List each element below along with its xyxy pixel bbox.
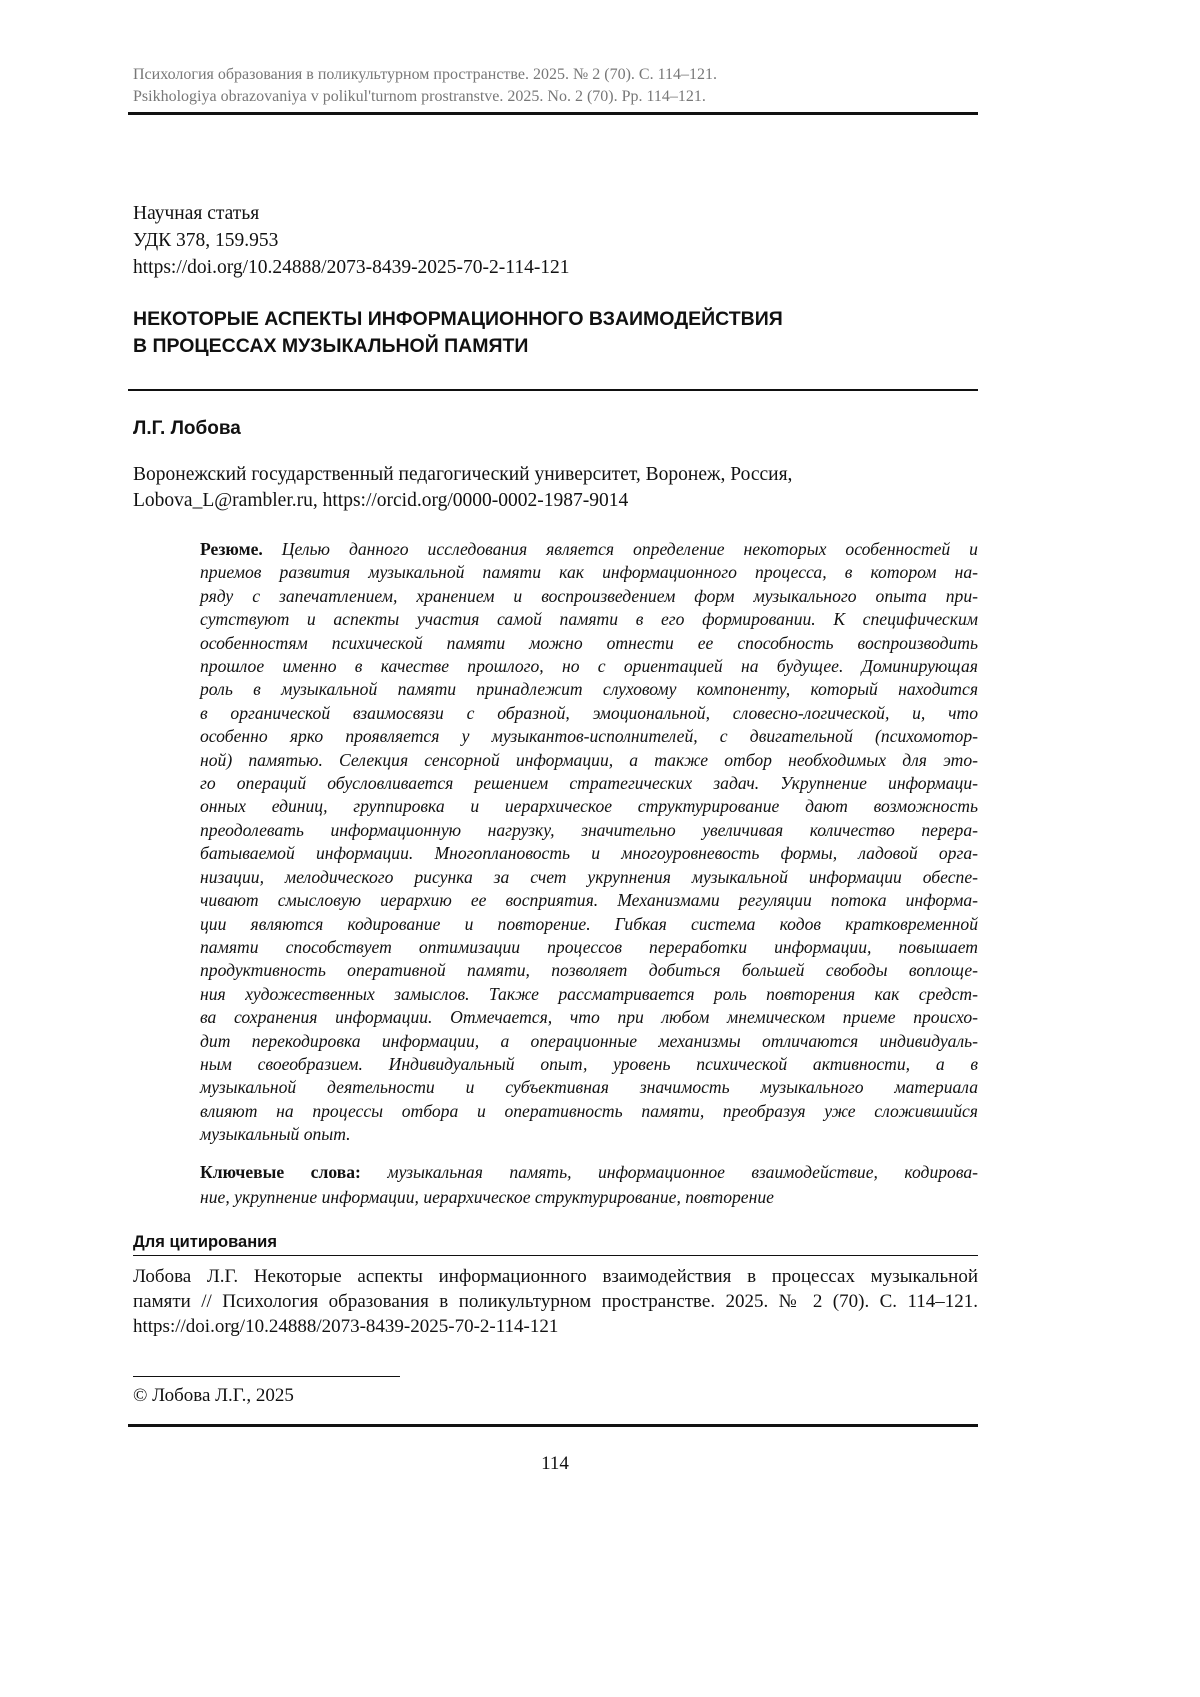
abstract-label: Резюме. (200, 539, 263, 559)
abstract-line: онных единиц, группировка и иерархическое структурирование дают возможность (200, 796, 978, 817)
abstract-line: особенностям психической памяти можно отнести ее способность воспроизводить (200, 632, 978, 653)
abstract-line: ряду с запечатлением, хранением и воспроизведением форм музыкального опыта при- (200, 585, 978, 606)
page-number: 114 (541, 1453, 569, 1474)
keywords-text: музыкальная память, информационное взаимодействие, кодирова- (387, 1162, 979, 1182)
header-line-en: Psikhologiya obrazovaniya v polikul'turnom prostranstve. 2025. No. 2 (70). Pp. 114–121. (133, 88, 706, 105)
header-line-ru: Психология образования в поликультурном пространстве. 2025. № 2 (70). С. 114–121. (133, 66, 717, 83)
abstract-text: Целью данного исследования является определение некоторых особенностей и (281, 539, 978, 559)
article-title (133, 306, 783, 360)
abstract-line: сутствуют и аспекты участия самой памяти в его формировании. К специфическим (200, 609, 978, 630)
keywords-line: ние, укрупнение информации, иерархическое структурирование, повторение (200, 1187, 774, 1207)
abstract-line: ния художественных замыслов. Также рассматривается роль повторения как средст- (200, 983, 978, 1004)
doi-link[interactable]: https://doi.org/10.24888/2073-8439-2025-70-2-114-121 (133, 257, 570, 278)
abstract-line: го операций обусловливается решением стратегических задач. Укрупнение информаци- (200, 773, 978, 794)
header-rule (128, 112, 978, 115)
title-rule (128, 389, 978, 391)
title-line: НЕКОТОРЫЕ АСПЕКТЫ ИНФОРМАЦИОННОГО ВЗАИМОДЕЙСТВИЯ (133, 308, 783, 330)
article-meta (133, 200, 570, 281)
keywords-line (200, 1160, 978, 1185)
citation-doi[interactable]: https://doi.org/10.24888/2073-8439-2025-70-2-114-121 (133, 1316, 559, 1337)
udc: УДК 378, 159.953 (133, 230, 279, 251)
title-line: В ПРОЦЕССАХ МУЗЫКАЛЬНОЙ ПАМЯТИ (133, 335, 529, 357)
abstract-line: дит перекодировка информации, а операционные механизмы отличаются индивидуаль- (200, 1030, 978, 1051)
copyright: © Лобова Л.Г., 2025 (133, 1385, 294, 1406)
abstract-line: чивают смысловую иерархию ее восприятия. Механизмами регуляции потока информа- (200, 890, 978, 911)
article-type: Научная статья (133, 203, 260, 224)
citation-heading: Для цитирования (133, 1233, 277, 1251)
affiliation (133, 462, 978, 514)
footer-rule (128, 1424, 978, 1427)
abstract-line: прошлое именно в качестве прошлого, но с ориентацией на будущее. Доминирующая (200, 656, 978, 677)
abstract-line: особенно ярко проявляется у музыкантов-исполнителей, с двигательной (психомотор- (200, 726, 978, 747)
keywords (200, 1160, 978, 1210)
abstract-line: низации, мелодического рисунка за счет укрупнения музыкальной информации обеспе- (200, 866, 978, 887)
abstract-line (200, 538, 978, 561)
citation (133, 1264, 978, 1339)
abstract-line: ва сохранения информации. Отмечается, что при любом мнемическом приеме происхо- (200, 1007, 978, 1028)
contact-line[interactable]: Lobova_L@rambler.ru, https://orcid.org/0000-0002-1987-9014 (133, 490, 629, 511)
footnote-rule (133, 1376, 400, 1377)
affiliation-line: Воронежский государственный педагогический университет, Воронеж, Россия, (133, 464, 793, 485)
abstract-line: ции являются кодирование и повторение. Гибкая система кодов кратковременной (200, 913, 978, 934)
abstract-line: памяти способствует оптимизации процессов переработки информации, повышает (200, 936, 978, 957)
citation-rule (133, 1255, 978, 1256)
abstract-line: роль в музыкальной памяти принадлежит слуховому компоненту, который находится (200, 679, 978, 700)
keywords-label: Ключевые слова: (200, 1162, 361, 1182)
abstract-line: ной) памятью. Селекция сенсорной информации, а также отбор необходимых для это- (200, 749, 978, 770)
abstract-line: музыкальной деятельности и субъективная значимость музыкального материала (200, 1077, 978, 1098)
abstract-line: преодолевать информационную нагрузку, значительно увеличивая количество перера- (200, 819, 978, 840)
abstract-line: батываемой информации. Многоплановость и многоуровневость формы, ладовой орга- (200, 843, 978, 864)
abstract (200, 538, 978, 1147)
abstract-line: влияют на процессы отбора и оперативность памяти, преобразуя уже сложившийся (200, 1100, 978, 1121)
citation-line: Лобова Л.Г. Некоторые аспекты информационного взаимодействия в процессах музыкальной (133, 1266, 978, 1287)
abstract-line: приемов развития музыкальной памяти как информационного процесса, в котором на- (200, 562, 978, 583)
author-name: Л.Г. Лобова (133, 418, 241, 439)
abstract-line: продуктивность оперативной памяти, позволяет добиться большей свободы воплоще- (200, 960, 978, 981)
abstract-line: в органической взаимосвязи с образной, эмоциональной, словесно-логической, и, что (200, 702, 978, 723)
abstract-line: музыкальный опыт. (200, 1124, 351, 1145)
running-header (133, 64, 717, 108)
citation-line: памяти // Психология образования в поликультурном пространстве. 2025. № 2 (70). С. 114–121. (133, 1291, 978, 1312)
abstract-line: ным своеобразием. Индивидуальный опыт, уровень психической активности, а в (200, 1053, 978, 1074)
